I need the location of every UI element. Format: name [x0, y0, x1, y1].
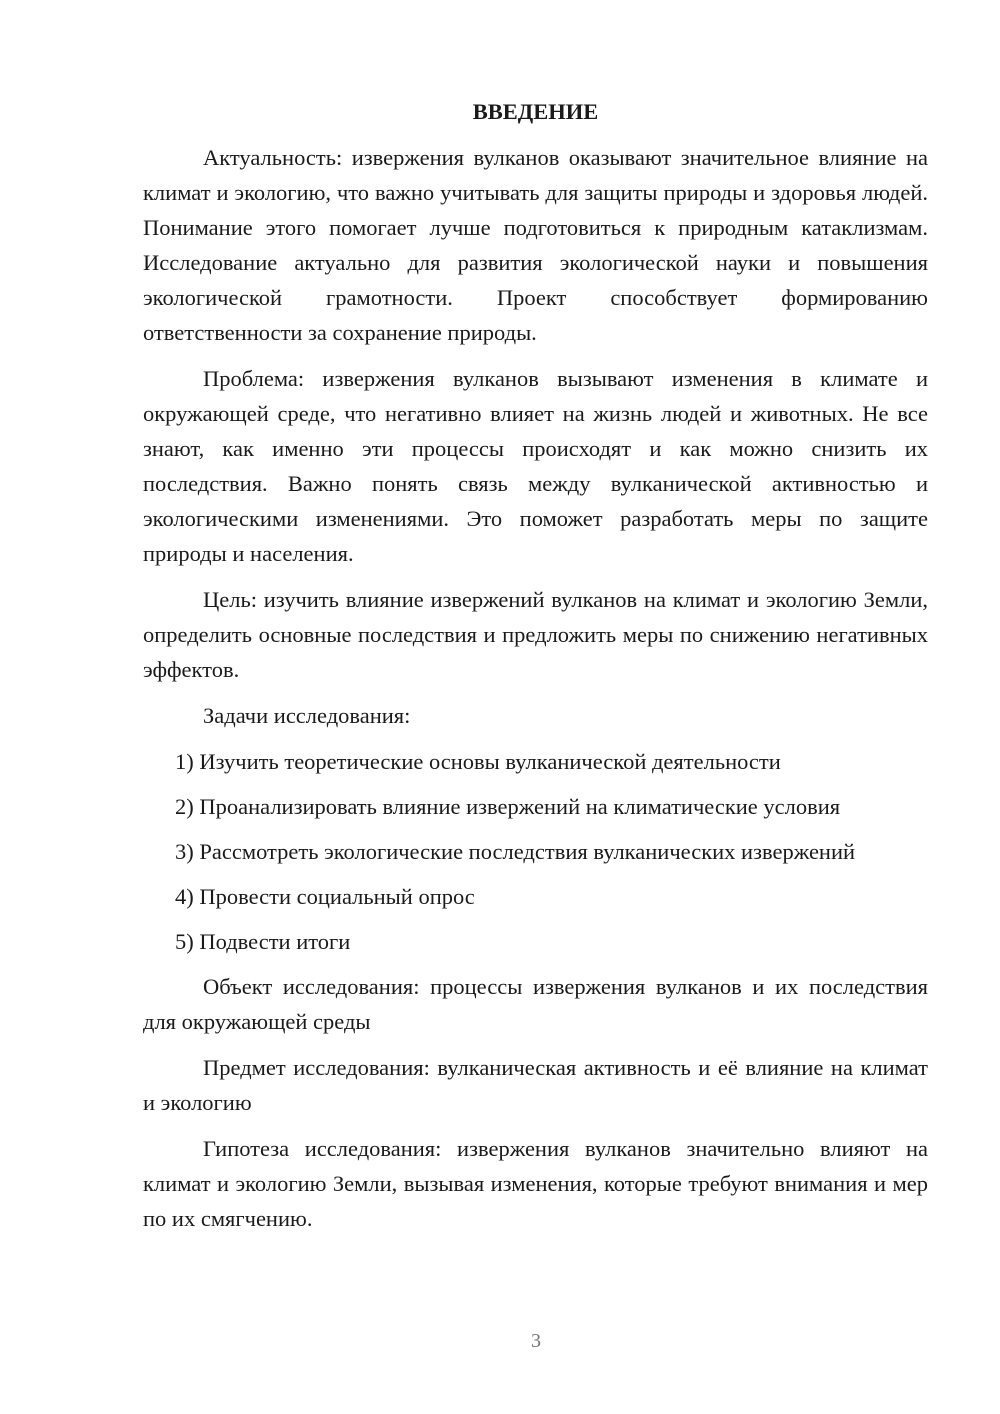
task-item: 3) Рассмотреть экологические последствия вулканических извержений: [175, 839, 856, 864]
hypothesis-paragraph: Гипотеза исследования: извержения вулканов значительно влияют на климат и экологию Земли, вызывая изменения, которые требуют внимания и мер по их смягчению.: [143, 1136, 928, 1231]
tasks-list: [143, 744, 928, 959]
goal-paragraph: Цель: изучить влияние извержений вулканов на климат и экологию Земли, определить основные последствия и предложить меры по снижению негативных эффектов.: [143, 587, 928, 682]
section-title: ВВЕДЕНИЕ: [472, 99, 599, 124]
task-item: 1) Изучить теоретические основы вулканической деятельности: [175, 749, 781, 774]
task-item: 5) Подвести итоги: [175, 929, 351, 954]
subject-paragraph: Предмет исследования: вулканическая активность и её влияние на климат и экологию: [143, 1055, 928, 1115]
task-item: 2) Проанализировать влияние извержений на климатические условия: [175, 794, 841, 819]
page-number: 3: [531, 1330, 541, 1352]
relevance-paragraph: Актуальность: извержения вулканов оказывают значительное влияние на климат и экологию, что важно учитывать для защиты природы и здоровья людей. Понимание этого помогает лучше подготовиться к природным катаклизмам. Исследование актуально для развития экологической науки и повышения экологической грамотности. Проект способствует формированию ответственности за сохранение природы.: [143, 145, 928, 345]
object-paragraph: Объект исследования: процессы извержения вулканов и их последствия для окружающей среды: [143, 974, 928, 1034]
task-item: 4) Провести социальный опрос: [175, 884, 475, 909]
problem-paragraph: Проблема: извержения вулканов вызывают изменения в климате и окружающей среде, что негативно влияет на жизнь людей и животных. Не все знают, как именно эти процессы происходят и как можно снизить их последствия. Важно понять связь между вулканической активностью и экологическими изменениями. Это поможет разработать меры по защите природы и населения.: [143, 366, 928, 566]
tasks-heading: Задачи исследования:: [203, 703, 411, 728]
page-body: [143, 94, 928, 1247]
